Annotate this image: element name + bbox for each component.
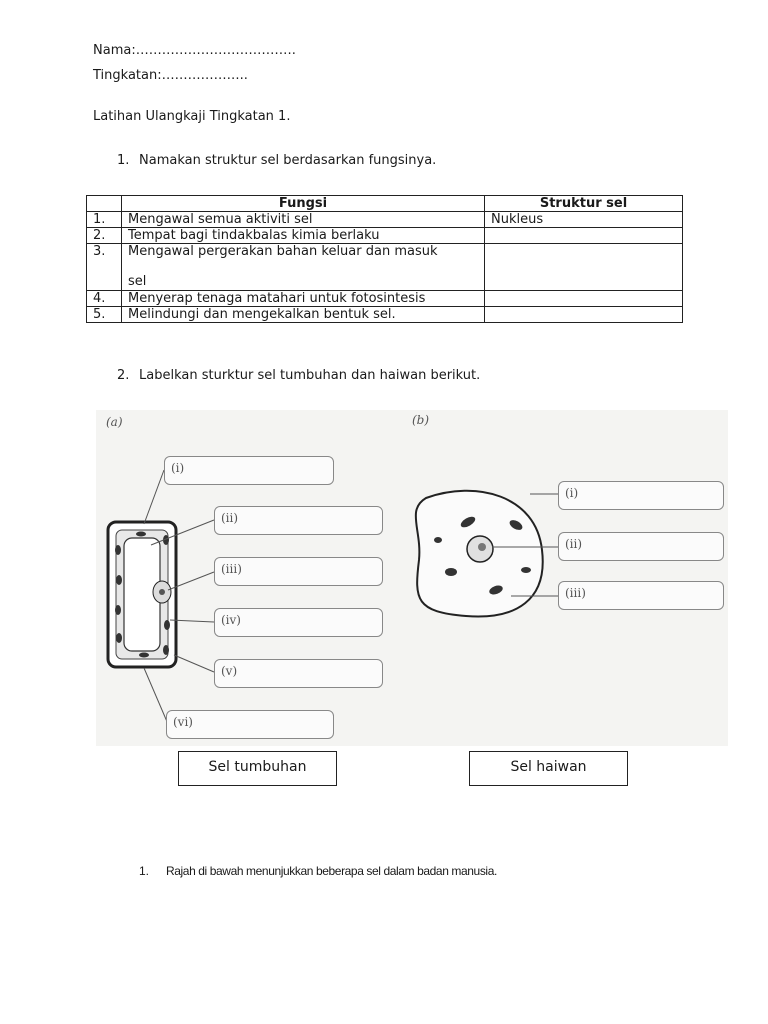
- caption-plant-cell: Sel tumbuhan: [178, 751, 337, 786]
- label-box-animal-i[interactable]: [558, 481, 724, 510]
- table-header-row: [87, 196, 683, 212]
- label-box-plant-ii[interactable]: [214, 506, 383, 535]
- row-struktur: [485, 244, 683, 291]
- label-box-number: (ii): [565, 537, 583, 551]
- row-fungsi: Tempat bagi tindakbalas kimia berlaku: [122, 228, 485, 244]
- table-row: [87, 307, 683, 323]
- row-fungsi: [122, 244, 485, 291]
- label-box-plant-vi[interactable]: [166, 710, 334, 739]
- row-struktur: [485, 228, 683, 244]
- label-box-plant-iv[interactable]: [214, 608, 383, 637]
- label-box-number: (i): [171, 461, 185, 475]
- function-structure-table: [86, 195, 683, 323]
- label-box-plant-i[interactable]: [164, 456, 334, 485]
- panel-a-label: (a): [106, 415, 123, 429]
- table-row: [87, 291, 683, 307]
- label-box-plant-iii[interactable]: [214, 557, 383, 586]
- row-struktur: [485, 291, 683, 307]
- worksheet-title: Latihan Ulangkaji Tingkatan 1.: [93, 109, 291, 124]
- row-fungsi: Menyerap tenaga matahari untuk fotosintesis: [122, 291, 485, 307]
- label-box-number: (v): [221, 664, 238, 678]
- row-number: 1.: [87, 212, 122, 228]
- label-box-animal-ii[interactable]: [558, 532, 724, 561]
- row-number: 5.: [87, 307, 122, 323]
- question-2-text: Labelkan sturktur sel tumbuhan dan haiwan berikut.: [139, 368, 481, 383]
- label-box-animal-iii[interactable]: [558, 581, 724, 610]
- row-fungsi-line2: sel: [128, 274, 147, 289]
- question-3-text: Rajah di bawah menunjukkan beberapa sel dalam badan manusia.: [166, 864, 497, 878]
- plant-cell-drawing: [108, 522, 176, 667]
- table-row: [87, 212, 683, 228]
- question-1-text: Namakan struktur sel berdasarkan fungsinya.: [139, 153, 437, 168]
- table-header-number: [87, 196, 122, 212]
- table-header-fungsi: Fungsi: [122, 196, 485, 212]
- question-3-number: 1.: [139, 864, 150, 878]
- label-box-number: (iv): [221, 613, 241, 627]
- row-struktur: Nukleus: [485, 212, 683, 228]
- label-box-number: (iii): [221, 562, 242, 576]
- row-fungsi: Mengawal semua aktiviti sel: [122, 212, 485, 228]
- row-number: 4.: [87, 291, 122, 307]
- label-box-number: (ii): [221, 511, 239, 525]
- label-box-number: (i): [565, 486, 579, 500]
- row-fungsi: Melindungi dan mengekalkan bentuk sel.: [122, 307, 485, 323]
- row-number: 3.: [87, 244, 122, 291]
- table-row: [87, 228, 683, 244]
- label-box-plant-v[interactable]: [214, 659, 383, 688]
- animal-cell-drawing: [416, 491, 543, 617]
- table-row: [87, 244, 683, 291]
- label-box-number: (vi): [173, 715, 193, 729]
- table-header-struktur: Struktur sel: [485, 196, 683, 212]
- panel-b-label: (b): [412, 413, 430, 427]
- question-1-number: 1.: [117, 153, 130, 168]
- row-struktur: [485, 307, 683, 323]
- form-field-line: Tingkatan:………………..: [93, 68, 248, 83]
- row-fungsi-line1: Mengawal pergerakan bahan keluar dan masuk: [128, 244, 438, 259]
- caption-animal-cell: Sel haiwan: [469, 751, 628, 786]
- name-field-line: Nama:……………………………….: [93, 43, 296, 58]
- question-2-number: 2.: [117, 368, 130, 383]
- row-number: 2.: [87, 228, 122, 244]
- label-box-number: (iii): [565, 586, 586, 600]
